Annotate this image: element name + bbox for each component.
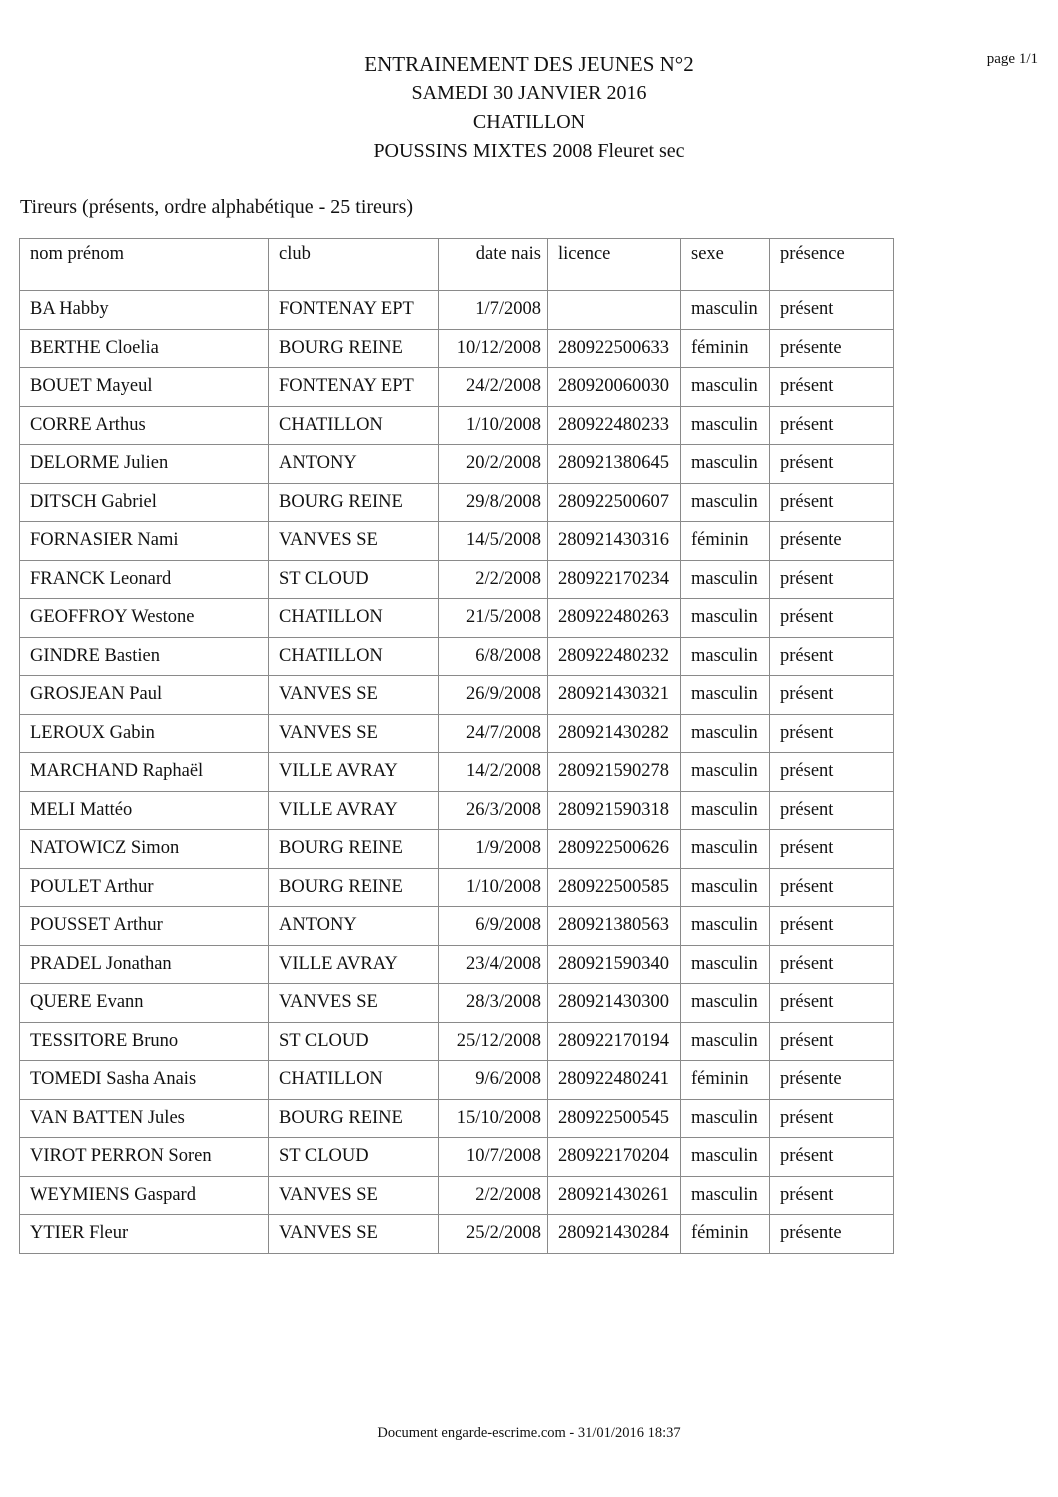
cell-presence: présent	[770, 1099, 894, 1138]
fencers-table	[19, 238, 894, 1254]
cell-licence: 280922480233	[548, 406, 681, 445]
table-row	[20, 676, 894, 715]
cell-sex: féminin	[681, 329, 770, 368]
cell-club: ST CLOUD	[269, 560, 439, 599]
cell-name: GINDRE Bastien	[20, 637, 269, 676]
cell-birthdate: 1/9/2008	[439, 830, 548, 869]
cell-birthdate: 2/2/2008	[439, 560, 548, 599]
cell-licence: 280922480263	[548, 599, 681, 638]
column-header-sex: sexe	[681, 239, 770, 291]
table-row	[20, 522, 894, 561]
cell-licence: 280920060030	[548, 368, 681, 407]
cell-licence: 280921430300	[548, 984, 681, 1023]
cell-club: CHATILLON	[269, 637, 439, 676]
cell-club: VILLE AVRAY	[269, 753, 439, 792]
page-number: page 1/1	[986, 51, 1038, 67]
cell-name: GROSJEAN Paul	[20, 676, 269, 715]
cell-birthdate: 1/10/2008	[439, 406, 548, 445]
cell-presence: présent	[770, 984, 894, 1023]
column-header-club: club	[269, 239, 439, 291]
cell-presence: présent	[770, 1138, 894, 1177]
cell-club: CHATILLON	[269, 599, 439, 638]
cell-presence: présent	[770, 637, 894, 676]
cell-club: FONTENAY EPT	[269, 368, 439, 407]
table-row	[20, 984, 894, 1023]
cell-name: POUSSET Arthur	[20, 907, 269, 946]
cell-club: BOURG REINE	[269, 868, 439, 907]
cell-sex: masculin	[681, 1176, 770, 1215]
cell-club: ANTONY	[269, 907, 439, 946]
cell-name: QUERE Evann	[20, 984, 269, 1023]
cell-club: VANVES SE	[269, 714, 439, 753]
table-row	[20, 1061, 894, 1100]
cell-name: VIROT PERRON Soren	[20, 1138, 269, 1177]
cell-birthdate: 9/6/2008	[439, 1061, 548, 1100]
cell-licence: 280921590318	[548, 791, 681, 830]
cell-club: VANVES SE	[269, 676, 439, 715]
cell-birthdate: 1/10/2008	[439, 868, 548, 907]
cell-club: VANVES SE	[269, 984, 439, 1023]
cell-club: ST CLOUD	[269, 1138, 439, 1177]
cell-club: VANVES SE	[269, 1176, 439, 1215]
cell-name: DITSCH Gabriel	[20, 483, 269, 522]
cell-birthdate: 25/12/2008	[439, 1022, 548, 1061]
cell-sex: masculin	[681, 714, 770, 753]
cell-sex: masculin	[681, 291, 770, 330]
table-row	[20, 368, 894, 407]
cell-sex: masculin	[681, 791, 770, 830]
table-row	[20, 406, 894, 445]
cell-birthdate: 20/2/2008	[439, 445, 548, 484]
cell-presence: présent	[770, 368, 894, 407]
cell-club: VANVES SE	[269, 1215, 439, 1254]
cell-presence: présente	[770, 1215, 894, 1254]
column-header-birthdate: date nais	[439, 239, 548, 291]
cell-birthdate: 29/8/2008	[439, 483, 548, 522]
column-header-presence: présence	[770, 239, 894, 291]
cell-birthdate: 14/2/2008	[439, 753, 548, 792]
cell-name: DELORME Julien	[20, 445, 269, 484]
cell-birthdate: 2/2/2008	[439, 1176, 548, 1215]
cell-name: YTIER Fleur	[20, 1215, 269, 1254]
cell-licence: 280922480241	[548, 1061, 681, 1100]
cell-sex: masculin	[681, 483, 770, 522]
cell-birthdate: 14/5/2008	[439, 522, 548, 561]
cell-sex: masculin	[681, 560, 770, 599]
cell-name: WEYMIENS Gaspard	[20, 1176, 269, 1215]
cell-presence: présent	[770, 1022, 894, 1061]
cell-name: NATOWICZ Simon	[20, 830, 269, 869]
table-body	[20, 291, 894, 1254]
cell-sex: masculin	[681, 599, 770, 638]
cell-name: MELI Mattéo	[20, 791, 269, 830]
cell-club: BOURG REINE	[269, 830, 439, 869]
cell-sex: masculin	[681, 1138, 770, 1177]
cell-club: CHATILLON	[269, 1061, 439, 1100]
cell-licence: 280922500545	[548, 1099, 681, 1138]
cell-club: VILLE AVRAY	[269, 945, 439, 984]
cell-sex: masculin	[681, 1022, 770, 1061]
table-row	[20, 868, 894, 907]
cell-sex: masculin	[681, 830, 770, 869]
table-row	[20, 1099, 894, 1138]
cell-name: GEOFFROY Westone	[20, 599, 269, 638]
table-row	[20, 291, 894, 330]
cell-birthdate: 24/2/2008	[439, 368, 548, 407]
cell-licence: 280922170234	[548, 560, 681, 599]
cell-club: BOURG REINE	[269, 329, 439, 368]
column-header-name: nom prénom	[20, 239, 269, 291]
cell-licence: 280921380645	[548, 445, 681, 484]
cell-name: POULET Arthur	[20, 868, 269, 907]
cell-name: FRANCK Leonard	[20, 560, 269, 599]
cell-sex: masculin	[681, 753, 770, 792]
cell-name: TOMEDI Sasha Anais	[20, 1061, 269, 1100]
cell-birthdate: 28/3/2008	[439, 984, 548, 1023]
cell-presence: présent	[770, 945, 894, 984]
cell-sex: masculin	[681, 907, 770, 946]
cell-name: MARCHAND Raphaël	[20, 753, 269, 792]
cell-sex: masculin	[681, 868, 770, 907]
cell-birthdate: 21/5/2008	[439, 599, 548, 638]
cell-licence: 280921430282	[548, 714, 681, 753]
cell-presence: présent	[770, 676, 894, 715]
cell-presence: présent	[770, 483, 894, 522]
cell-club: VILLE AVRAY	[269, 791, 439, 830]
event-title: ENTRAINEMENT DES JEUNES N°2	[364, 52, 694, 76]
cell-birthdate: 24/7/2008	[439, 714, 548, 753]
cell-birthdate: 23/4/2008	[439, 945, 548, 984]
cell-presence: présent	[770, 406, 894, 445]
cell-name: BOUET Mayeul	[20, 368, 269, 407]
cell-sex: féminin	[681, 522, 770, 561]
cell-licence: 280921590278	[548, 753, 681, 792]
cell-sex: masculin	[681, 984, 770, 1023]
cell-sex: masculin	[681, 1099, 770, 1138]
table-row	[20, 1176, 894, 1215]
table-row	[20, 599, 894, 638]
cell-club: BOURG REINE	[269, 1099, 439, 1138]
cell-licence: 280922170194	[548, 1022, 681, 1061]
table-row	[20, 753, 894, 792]
table-row	[20, 560, 894, 599]
cell-birthdate: 10/12/2008	[439, 329, 548, 368]
cell-licence: 280922500626	[548, 830, 681, 869]
table-row	[20, 791, 894, 830]
cell-presence: présente	[770, 522, 894, 561]
table-row	[20, 329, 894, 368]
cell-name: LEROUX Gabin	[20, 714, 269, 753]
cell-presence: présent	[770, 753, 894, 792]
cell-name: BERTHE Cloelia	[20, 329, 269, 368]
cell-licence: 280921430261	[548, 1176, 681, 1215]
cell-sex: masculin	[681, 368, 770, 407]
cell-presence: présent	[770, 714, 894, 753]
cell-name: CORRE Arthus	[20, 406, 269, 445]
cell-sex: masculin	[681, 945, 770, 984]
table-row	[20, 1138, 894, 1177]
table-row	[20, 714, 894, 753]
table-row	[20, 945, 894, 984]
cell-sex: masculin	[681, 676, 770, 715]
cell-name: PRADEL Jonathan	[20, 945, 269, 984]
cell-name: TESSITORE Bruno	[20, 1022, 269, 1061]
cell-sex: masculin	[681, 445, 770, 484]
cell-presence: présent	[770, 907, 894, 946]
cell-licence: 280922480232	[548, 637, 681, 676]
cell-presence: présent	[770, 291, 894, 330]
cell-club: VANVES SE	[269, 522, 439, 561]
cell-licence: 280921590340	[548, 945, 681, 984]
cell-birthdate: 6/8/2008	[439, 637, 548, 676]
section-title: Tireurs (présents, ordre alphabétique - 25 tireurs)	[20, 196, 414, 218]
cell-name: VAN BATTEN Jules	[20, 1099, 269, 1138]
cell-licence: 280921380563	[548, 907, 681, 946]
table-row	[20, 830, 894, 869]
cell-licence: 280922500585	[548, 868, 681, 907]
document-footer: Document engarde-escrime.com - 31/01/2016 18:37	[377, 1425, 681, 1441]
cell-sex: féminin	[681, 1215, 770, 1254]
table-row	[20, 907, 894, 946]
cell-licence: 280922170204	[548, 1138, 681, 1177]
cell-birthdate: 6/9/2008	[439, 907, 548, 946]
cell-name: BA Habby	[20, 291, 269, 330]
cell-club: ST CLOUD	[269, 1022, 439, 1061]
event-category: POUSSINS MIXTES 2008 Fleuret sec	[373, 140, 685, 162]
cell-presence: présent	[770, 868, 894, 907]
cell-club: FONTENAY EPT	[269, 291, 439, 330]
table-header-row	[20, 239, 894, 291]
table-row	[20, 483, 894, 522]
cell-club: ANTONY	[269, 445, 439, 484]
cell-name: FORNASIER Nami	[20, 522, 269, 561]
cell-birthdate: 26/3/2008	[439, 791, 548, 830]
cell-licence	[548, 291, 681, 330]
cell-birthdate: 1/7/2008	[439, 291, 548, 330]
cell-presence: présent	[770, 599, 894, 638]
table-row	[20, 445, 894, 484]
cell-sex: féminin	[681, 1061, 770, 1100]
cell-licence: 280921430321	[548, 676, 681, 715]
cell-birthdate: 10/7/2008	[439, 1138, 548, 1177]
table-row	[20, 637, 894, 676]
document-header	[0, 50, 1058, 166]
cell-birthdate: 15/10/2008	[439, 1099, 548, 1138]
cell-licence: 280922500607	[548, 483, 681, 522]
cell-presence: présent	[770, 445, 894, 484]
cell-licence: 280921430316	[548, 522, 681, 561]
column-header-licence: licence	[548, 239, 681, 291]
cell-birthdate: 26/9/2008	[439, 676, 548, 715]
event-location: CHATILLON	[472, 111, 586, 133]
cell-licence: 280921430284	[548, 1215, 681, 1254]
cell-club: BOURG REINE	[269, 483, 439, 522]
event-date: SAMEDI 30 JANVIER 2016	[411, 82, 647, 104]
cell-presence: présent	[770, 1176, 894, 1215]
cell-licence: 280922500633	[548, 329, 681, 368]
cell-presence: présente	[770, 1061, 894, 1100]
cell-birthdate: 25/2/2008	[439, 1215, 548, 1254]
cell-presence: présente	[770, 329, 894, 368]
cell-presence: présent	[770, 791, 894, 830]
cell-club: CHATILLON	[269, 406, 439, 445]
cell-presence: présent	[770, 830, 894, 869]
cell-sex: masculin	[681, 406, 770, 445]
table-row	[20, 1022, 894, 1061]
table-row	[20, 1215, 894, 1254]
cell-presence: présent	[770, 560, 894, 599]
cell-sex: masculin	[681, 637, 770, 676]
